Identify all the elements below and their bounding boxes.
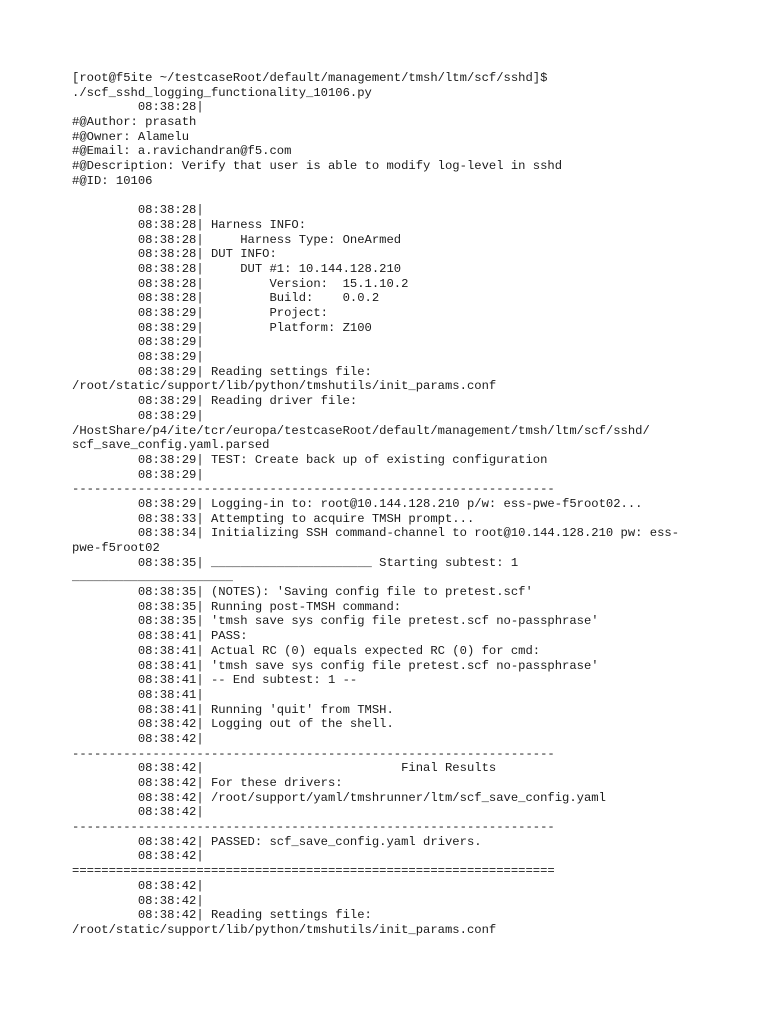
log-line: 08:38:42| Logging out of the shell. (72, 717, 394, 732)
log-line: 08:38:28| Harness Type: OneArmed (72, 232, 402, 247)
log-line: ------------------------------------------------------------------ (72, 746, 555, 761)
log-line: 08:38:28| DUT #1: 10.144.128.210 (72, 261, 402, 276)
log-line: /HostShare/p4/ite/tcr/europa/testcaseRoot/default/management/tmsh/ltm/scf/sshd/ (72, 423, 650, 438)
log-line: 08:38:41| (72, 687, 204, 702)
log-line: [root@f5ite ~/testcaseRoot/default/management/tmsh/ltm/scf/sshd]$ (72, 71, 548, 85)
log-line: 08:38:28| Harness INFO: (72, 217, 307, 232)
log-line: pwe-f5root02 (72, 541, 160, 555)
log-line: 08:38:35| Running post-TMSH command: (72, 599, 402, 614)
log-line: ./scf_sshd_logging_functionality_10106.py (72, 85, 372, 100)
log-line: scf_save_config.yaml.parsed (72, 438, 270, 453)
log-line: 08:38:42| (72, 731, 204, 746)
log-line: #@Author: prasath (72, 115, 197, 130)
log-line: 08:38:29| Platform: Z100 (72, 320, 372, 335)
log-line: 08:38:42| /root/support/yaml/tmshrunner/ltm/scf_save_config.yaml (72, 790, 606, 805)
log-line: 08:38:29| (72, 408, 204, 423)
log-line: 08:38:41| Running 'quit' from TMSH. (72, 702, 394, 717)
log-line: /root/static/support/lib/python/tmshutils/init_params.conf (72, 379, 497, 394)
terminal-log-text (72, 71, 712, 938)
log-line: 08:38:35| 'tmsh save sys config file pretest.scf no-passphrase' (72, 614, 599, 629)
log-line: 08:38:41| -- End subtest: 1 -- (72, 673, 358, 688)
log-line: 08:38:28| Build: 0.0.2 (72, 291, 380, 306)
log-line: 08:38:42| Reading settings file: (72, 908, 372, 923)
log-line: 08:38:42| Final Results (72, 761, 497, 776)
log-line: 08:38:35| (NOTES): 'Saving config file to pretest.scf' (72, 585, 533, 600)
log-line: 08:38:29| Reading driver file: (72, 394, 358, 409)
log-line: 08:38:42| (72, 849, 204, 864)
log-line: ------------------------------------------------------------------ (72, 482, 555, 497)
log-line: 08:38:42| For these drivers: (72, 776, 343, 790)
log-line: ------------------------------------------------------------------ (72, 820, 555, 835)
log-line: 08:38:28| (72, 100, 204, 115)
log-line: #@Email: a.ravichandran@f5.com (72, 144, 292, 159)
log-line: 08:38:28| (72, 203, 204, 218)
log-line: ______________________ (72, 570, 233, 585)
log-line: 08:38:29| TEST: Create back up of existing configuration (72, 452, 548, 467)
log-line: 08:38:29| Logging-in to: root@10.144.128.210 p/w: ess-pwe-f5root02... (72, 496, 643, 511)
log-line (72, 189, 712, 204)
log-line: ================================================================== (72, 864, 555, 879)
log-line: 08:38:35| ______________________ Starting subtest: 1 (72, 555, 519, 570)
log-line: 08:38:29| (72, 350, 204, 365)
log-line: 08:38:29| Project: (72, 306, 328, 320)
log-line: 08:38:42| (72, 893, 204, 908)
log-line: 08:38:29| Reading settings file: (72, 364, 372, 379)
log-line: 08:38:41| 'tmsh save sys config file pretest.scf no-passphrase' (72, 658, 599, 673)
log-line: 08:38:41| PASS: (72, 629, 248, 644)
log-line: 08:38:29| (72, 467, 204, 482)
log-line: 08:38:28| Version: 15.1.10.2 (72, 276, 409, 291)
log-line: 08:38:42| PASSED: scf_save_config.yaml drivers. (72, 834, 482, 849)
log-line: #@Owner: Alamelu (72, 129, 190, 144)
log-line: 08:38:42| (72, 805, 204, 820)
log-line: #@Description: Verify that user is able to modify log-level in sshd (72, 159, 563, 174)
log-line: #@ID: 10106 (72, 173, 153, 188)
log-line: 08:38:33| Attempting to acquire TMSH prompt... (72, 511, 475, 526)
log-line: 08:38:34| Initializing SSH command-channel to root@10.144.128.210 pw: ess- (72, 526, 680, 541)
log-line: /root/static/support/lib/python/tmshutils/init_params.conf (72, 922, 497, 937)
log-line: 08:38:28| DUT INFO: (72, 247, 277, 262)
log-line: 08:38:41| Actual RC (0) equals expected RC (0) for cmd: (72, 643, 541, 658)
log-line: 08:38:42| (72, 878, 204, 893)
log-line: 08:38:29| (72, 335, 204, 350)
